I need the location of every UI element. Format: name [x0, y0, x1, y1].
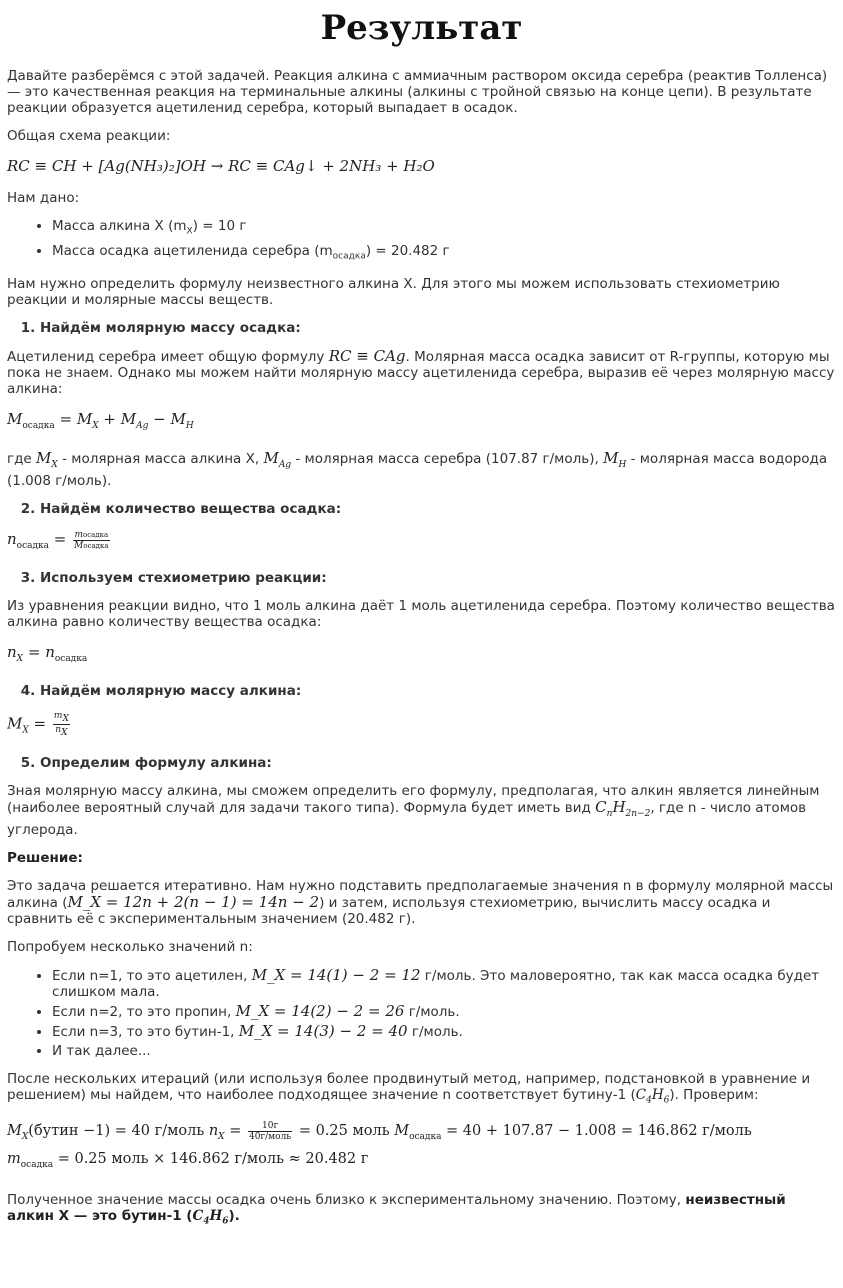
- step-3-equation: $n_X = n_{осадка}$: [7, 643, 88, 665]
- try-label: Попробуем несколько значений n:: [7, 938, 253, 955]
- check-block: $M_X(бутин -1) = 40$ г/моль $n_X$ = $\frac{10г}{\text{40г/моль}}$ = 0.25 моль $M_{осадка} = 40 + 107.87 - 1.008 = 146.862$ г/моль $m_{осадка} = 0.25$ моль × 146.862 г/моль ≈ 20.482 г: [7, 1120, 752, 1171]
- step-5-text: Зная молярную массу алкина, мы сможем определить его формулу, предполагая, что алкин является линейным (наиболее вероятный случай для задачи такого типа). Формула будет иметь вид $C_nH_{2n-2}$, где n - число атомов углерода.: [7, 782, 820, 838]
- given-list: [7, 218, 836, 264]
- step-2-heading: 2. Найдём количество вещества осадка:: [7, 501, 836, 517]
- list-item: • И так далее...: [52, 1043, 836, 1059]
- given-label: Нам дано:: [7, 190, 80, 206]
- step-4-heading: 4. Найдём молярную массу алкина:: [7, 683, 836, 699]
- step-5-heading: 5. Определим формулу алкина:: [7, 755, 836, 771]
- after-paragraph: После нескольких итераций (или используя более продвинутый метод, например, подстановкой в уравнение и решением) мы найдем, что наиболее подходящее значение n соответствует бутину-1 $(C_4H_6)$. Проверим:: [7, 1070, 811, 1106]
- reaction-equation: RC ≡ CH + [Ag(NH₃)₂]OH → RC ≡ CAg↓ + 2NH₃ + H₂O: [7, 157, 435, 175]
- tries-list: [7, 967, 836, 1059]
- conclusion-paragraph: Полученное значение массы осадка очень близко к экспериментальному значению. Поэтому, неизвестный алкин X — это бутин-1 $(C_4H_6)$.: [7, 1192, 786, 1227]
- list-item: • Если n=2, то это пропин, M_X = 14(2) − 2 = 26 г/моль.: [52, 1003, 836, 1020]
- page-title: Результат: [320, 8, 523, 48]
- step-1-heading: 1. Найдём молярную массу осадка:: [7, 320, 836, 336]
- solution-label: Решение:: [7, 849, 83, 866]
- list-item: • Если n=3, то это бутин-1, M_X = 14(3) − 2 = 40 г/моль.: [52, 1023, 836, 1040]
- step-2-equation: $n_{осадка}$ = $\frac{\text{mосадка}}{\text{Mосадка}}$: [7, 529, 109, 552]
- need-paragraph: Нам нужно определить формулу неизвестного алкина X. Для этого мы можем использовать стехиометрию реакции и молярные массы веществ.: [7, 276, 780, 309]
- intro-paragraph: Давайте разберёмся с этой задачей. Реакция алкина с аммиачным раствором оксида серебра (реактив Толленса) — это качественная реакция на терминальные алкины (алкины с тройной связью на конце цепи). В результате реакции образуется ацетиленид серебра, который выпадает в осадок.: [7, 68, 828, 116]
- list-item: • Масса алкина X $(m_X) = 10$ г: [52, 218, 836, 240]
- step-1-equation: $M_{осадка} = M_X + M_{Ag} - M_H$: [7, 410, 194, 432]
- step-1-where: где $M_X$ - молярная масса алкина X, $M_{Ag}$ - молярная масса серебра (107.87 г/моль), $M_H$ - молярная масса водорода (1.008 г/моль).: [7, 449, 828, 490]
- document: [0, 8, 843, 1230]
- step-3-heading: 3. Используем стехиометрию реакции:: [7, 570, 836, 586]
- step-1-text: Ацетиленид серебра имеет общую формулу RC ≡ CAg. Молярная масса осадка зависит от R-группы, которую мы пока не знаем. Однако мы можем найти молярную массу ацетиленида серебра, выразив её через молярную массу алкина:: [7, 347, 835, 398]
- step-3-text: Из уравнения реакции видно, что 1 моль алкина даёт 1 моль ацетиленида серебра. Поэтому количество вещества алкина равно количеству вещества осадка:: [7, 598, 835, 631]
- solution-paragraph: Это задача решается итеративно. Нам нужно подставить предполагаемые значения n в формулу молярной массы алкина (M_X = 12n + 2(n − 1) = 14n − 2) и затем, используя стехиометрию, вычислить массу осадка и сравнить её с экспериментальным значением (20.482 г).: [7, 877, 834, 927]
- list-item: • Масса осадка ацетиленида серебра $(m_{осадка}) = 20.482$ г: [52, 243, 836, 265]
- step-4-equation: $M_X$ = $\frac{m_X}{n_X}$: [7, 711, 69, 738]
- scheme-label: Общая схема реакции:: [7, 128, 171, 144]
- list-item: • Если n=1, то это ацетилен, M_X = 14(1) − 2 = 12 г/моль. Это маловероятно, так как масса осадка будет слишком мала.: [52, 967, 836, 1000]
